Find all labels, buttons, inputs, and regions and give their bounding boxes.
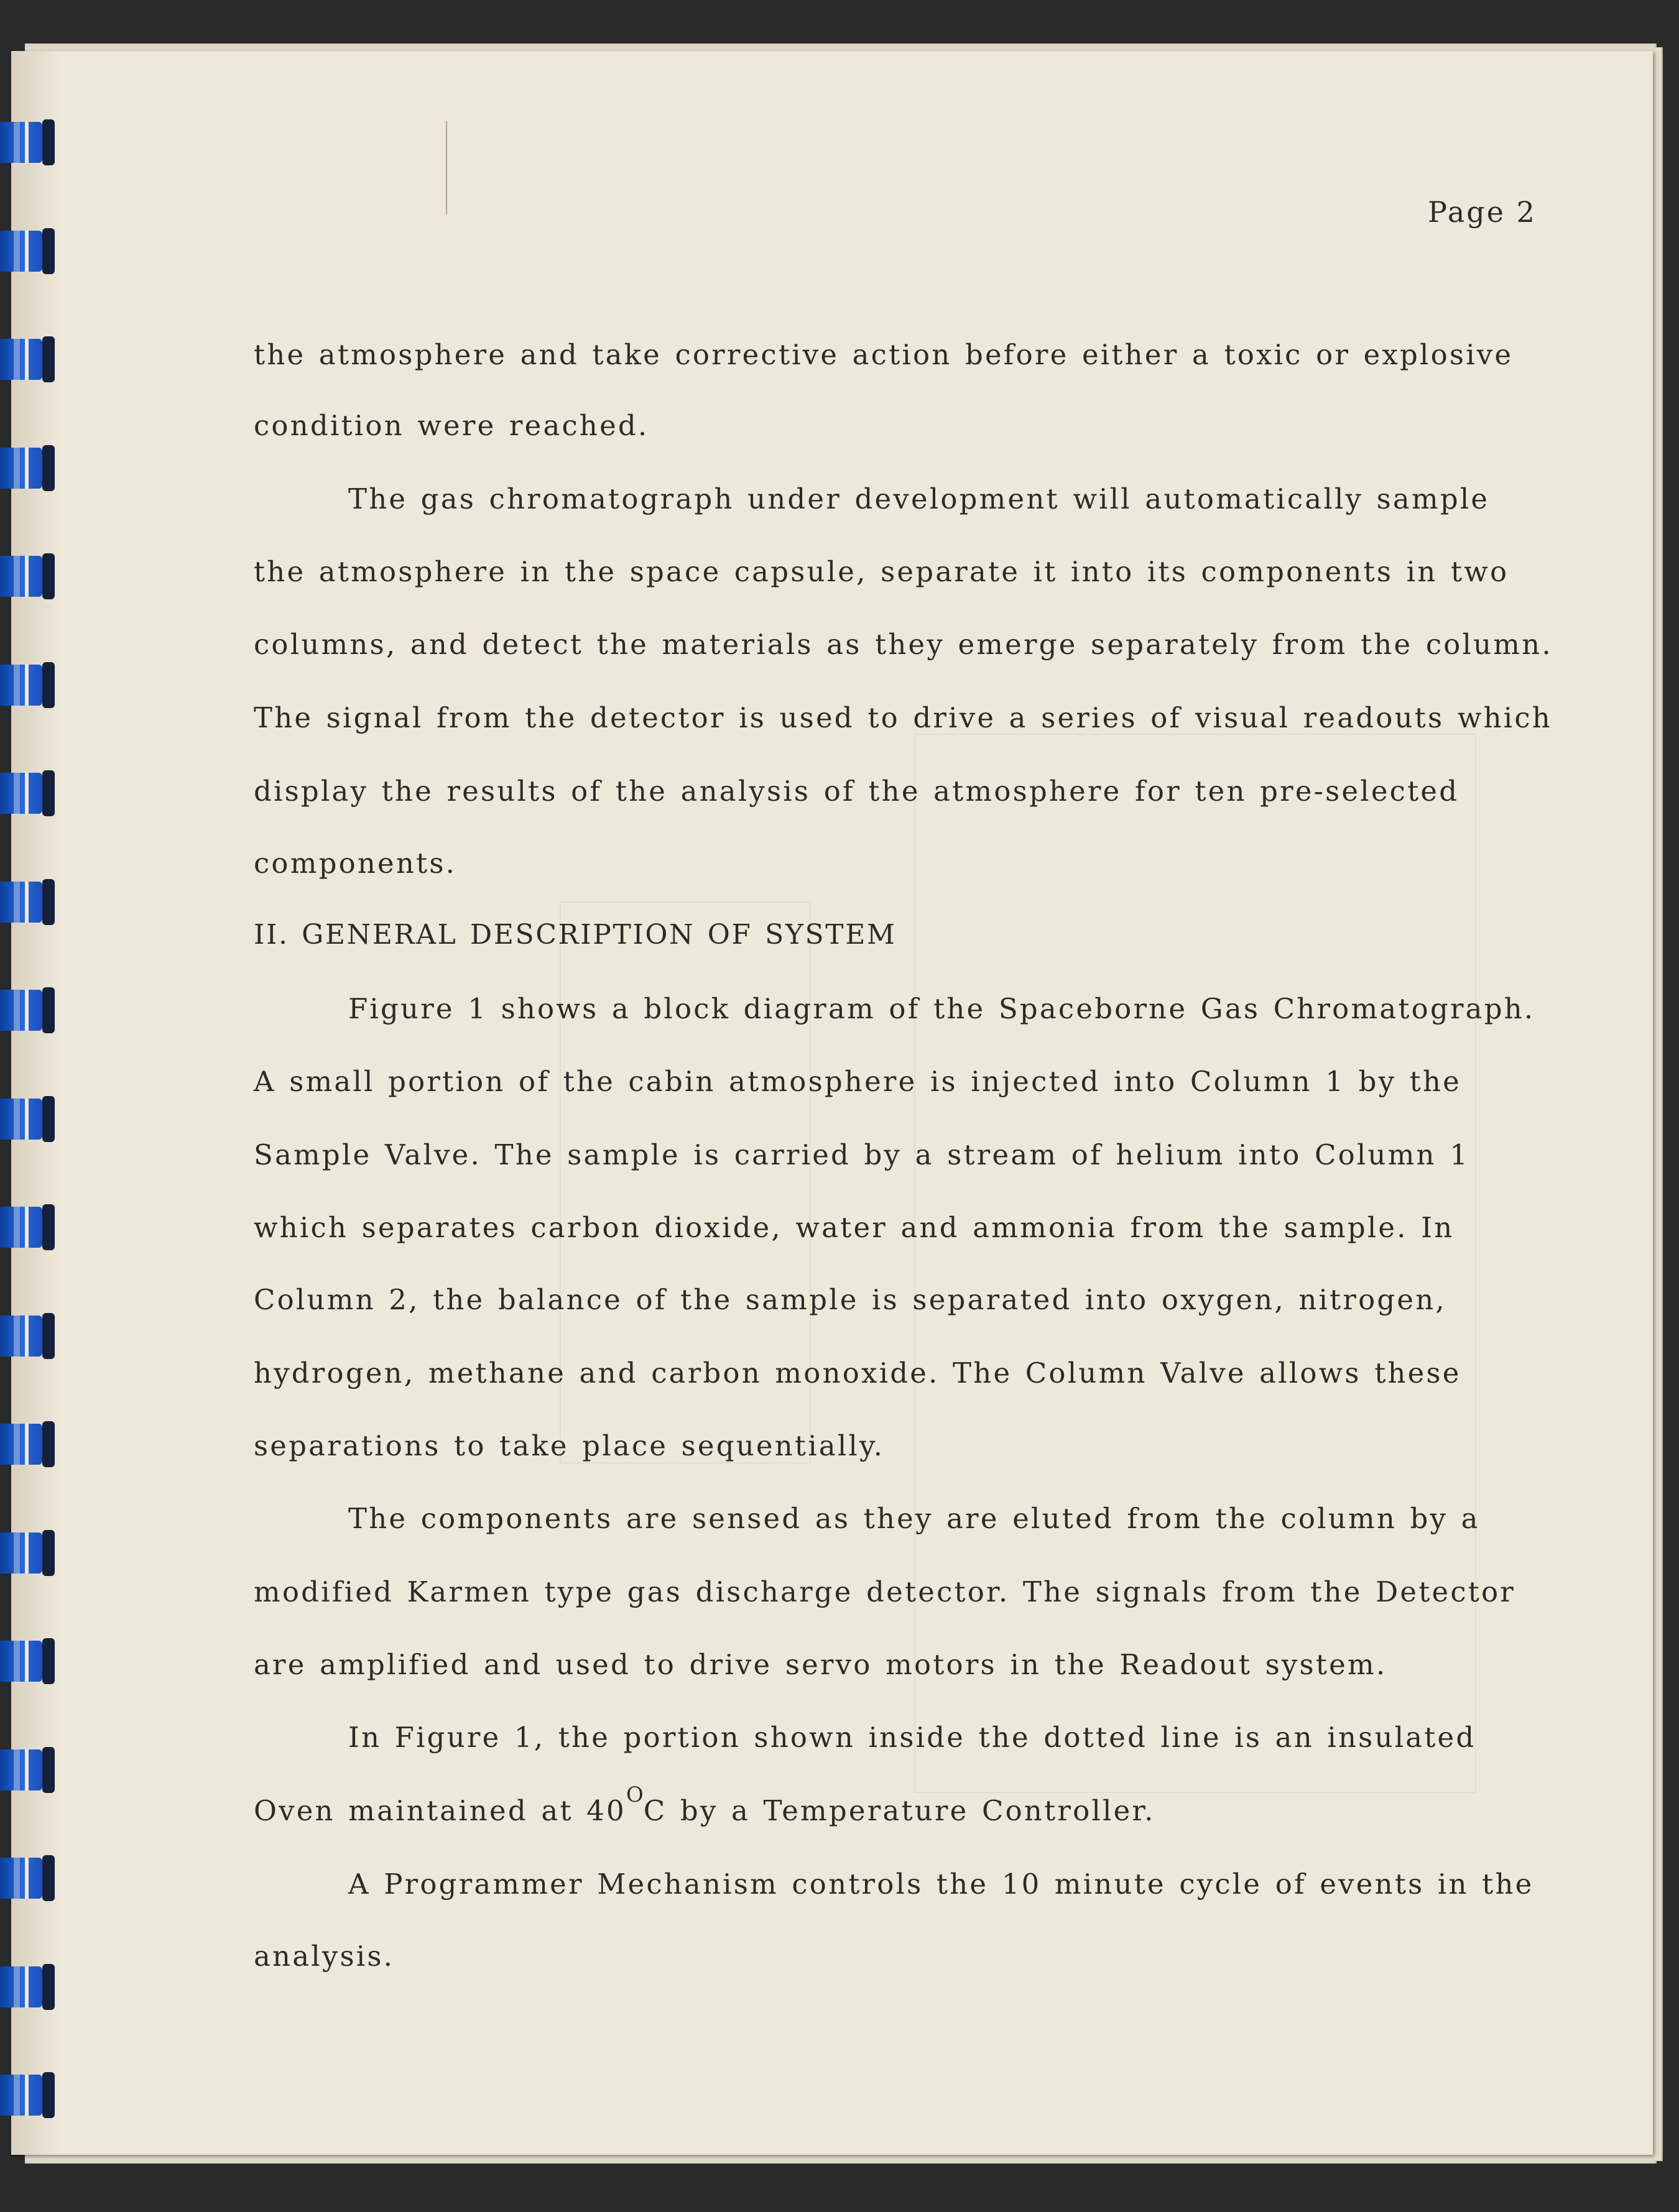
binding-coil [0, 1094, 62, 1143]
page-number: Page 2 [1428, 195, 1537, 229]
body-line: separations to take place sequentially. [254, 1429, 885, 1462]
body-line: The signal from the detector is used to drive a series of visual readouts which [254, 701, 1552, 734]
body-line: Figure 1 shows a block diagram of the Spaceborne Gas Chromatograph. [348, 992, 1535, 1025]
binding-coil [0, 768, 62, 818]
body-line: condition were reached. [254, 409, 649, 442]
binding-coil [0, 226, 62, 275]
body-line: The components are sensed as they are eluted from the column by a [348, 1502, 1480, 1535]
body-line: hydrogen, methane and carbon monoxide. The Column Valve allows these [254, 1357, 1461, 1389]
binding-coil [0, 1311, 62, 1360]
section-heading: II. GENERAL DESCRIPTION OF SYSTEM [254, 919, 897, 951]
binding-coil [0, 2070, 62, 2119]
body-line: A Programmer Mechanism controls the 10 minute cycle of events in the [348, 1868, 1534, 1901]
oven-line-text: Oven maintained at 40 [254, 1794, 626, 1827]
body-line: A small portion of the cabin atmosphere is injected into Column 1 by the [254, 1065, 1461, 1098]
body-line: The gas chromatograph under development will automatically sample [348, 482, 1490, 515]
oven-line [254, 1782, 1155, 1827]
binding-coil [0, 985, 62, 1035]
body-line: are amplified and used to drive servo motors in the Readout system. [254, 1648, 1387, 1681]
binding-coil [0, 117, 62, 167]
body-line: Sample Valve. The sample is carried by a stream of helium into Column 1 [254, 1138, 1470, 1171]
binding-coil [0, 1202, 62, 1251]
binding-coil [0, 1528, 62, 1577]
binding-coil [0, 660, 62, 709]
binding-coil [0, 1961, 62, 2011]
binding-coil [0, 1744, 62, 1794]
binding-coil [0, 334, 62, 384]
binding-coil [0, 1419, 62, 1468]
binding-coil [0, 443, 62, 492]
body-line: the atmosphere and take corrective action before either a toxic or explosive [254, 338, 1514, 371]
body-line: components. [254, 847, 457, 880]
binding-coil [0, 1853, 62, 1902]
body-line: display the results of the analysis of the atmosphere for ten pre-selected [254, 775, 1459, 808]
binding-coil [0, 551, 62, 601]
body-line: analysis. [254, 1940, 395, 1973]
body-line: the atmosphere in the space capsule, separate it into its components in two [254, 555, 1509, 588]
binding-coil [0, 1636, 62, 1685]
body-line: In Figure 1, the portion shown inside the dotted line is an insulated [348, 1721, 1476, 1754]
body-line: columns, and detect the materials as they emerge separately from the column. [254, 628, 1553, 661]
degree-mark: O [626, 1782, 644, 1807]
body-line: modified Karmen type gas discharge detector. The signals from the Detector [254, 1575, 1516, 1608]
body-line: which separates carbon dioxide, water and ammonia from the sample. In [254, 1211, 1455, 1244]
oven-line-text: C by a Temperature Controller. [643, 1794, 1155, 1827]
body-line: Column 2, the balance of the sample is separated into oxygen, nitrogen, [254, 1283, 1446, 1316]
binding-coil [0, 877, 62, 926]
